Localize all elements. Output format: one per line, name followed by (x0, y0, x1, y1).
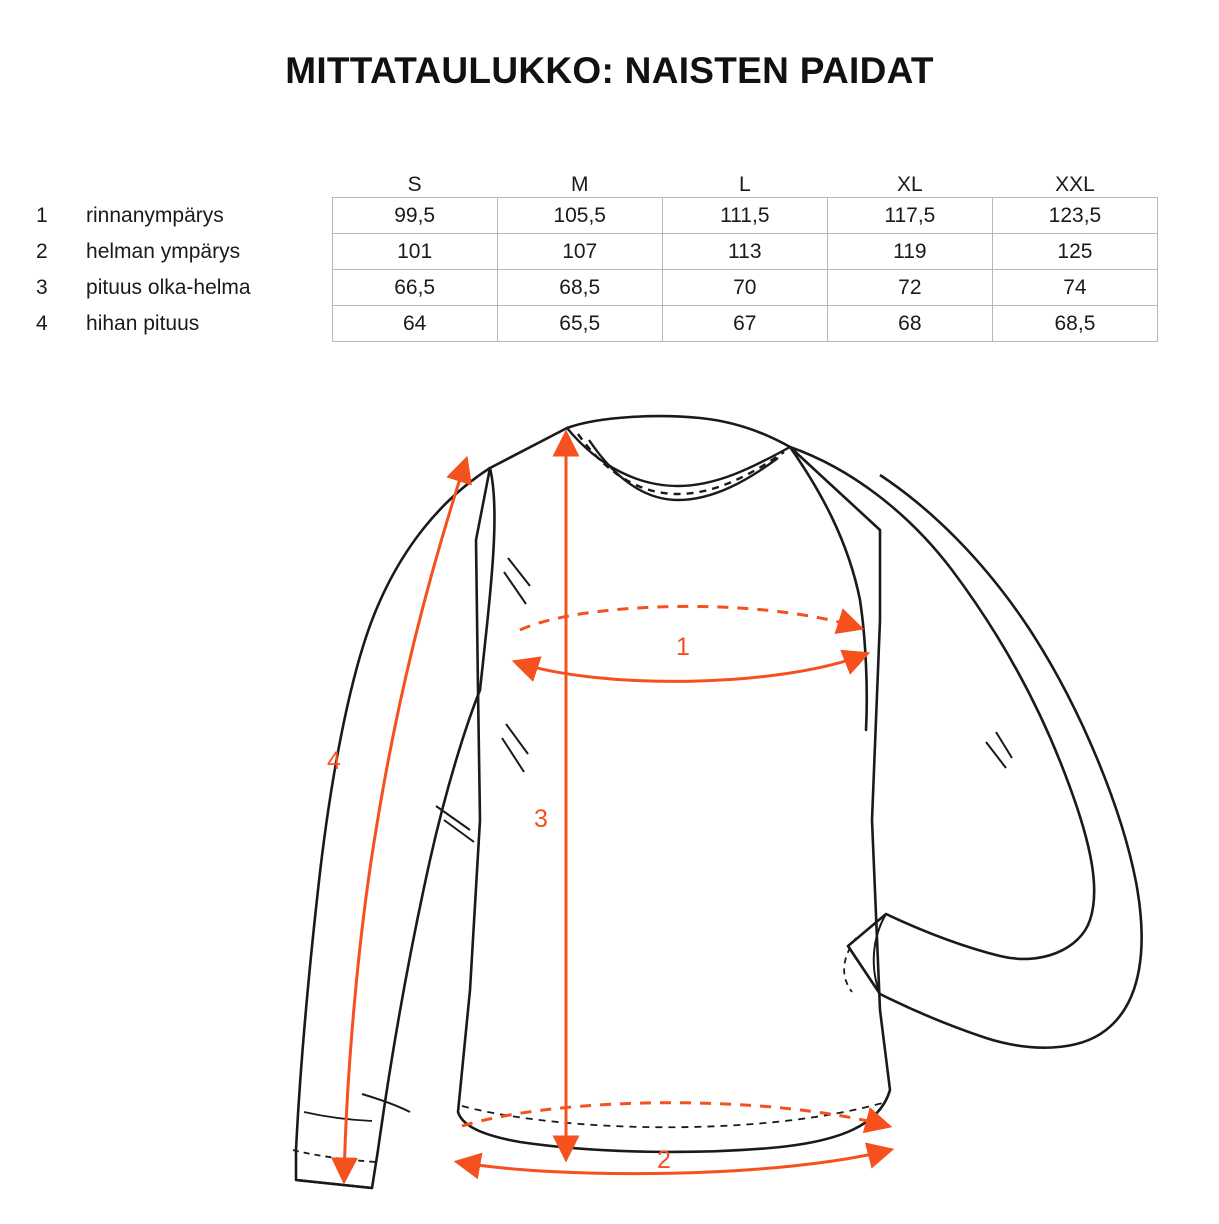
table-row (28, 306, 1158, 342)
cell-s: 66,5 (332, 270, 497, 306)
row-number: 4 (36, 311, 48, 335)
callout-label-3: 3 (534, 805, 548, 833)
cell-xxl: 125 (992, 234, 1157, 270)
cell-l: 113 (662, 234, 827, 270)
table-header (28, 165, 1158, 198)
table-row (28, 234, 1158, 270)
row-label: helman ympärys (86, 239, 241, 263)
right-sleeve (790, 447, 1142, 1048)
garment-diagram (0, 390, 1219, 1219)
cell-m: 107 (497, 234, 662, 270)
page-title: MITTATAULUKKO: NAISTEN PAIDAT (285, 50, 934, 91)
cell-xl: 72 (827, 270, 992, 306)
cell-s: 101 (332, 234, 497, 270)
hem-stitching (462, 1102, 886, 1127)
column-header-xl: XL (897, 173, 923, 196)
callout-label-4: 4 (327, 747, 341, 775)
table-row (28, 198, 1158, 234)
header-blank-num (28, 165, 80, 198)
row-label: hihan pituus (86, 311, 200, 335)
column-header-xxl: XXL (1055, 173, 1095, 196)
header-blank-name (80, 165, 332, 198)
measurements-table-wrap (28, 165, 1188, 342)
column-header-l: L (738, 173, 751, 196)
row-label: rinnanympärys (86, 203, 224, 227)
column-header-m: M (570, 173, 589, 196)
cell-s: 64 (332, 306, 497, 342)
cell-xxl: 74 (992, 270, 1157, 306)
measurements-table (28, 165, 1158, 342)
row-number: 2 (36, 239, 48, 263)
cell-m: 65,5 (497, 306, 662, 342)
callout-label-2: 2 (657, 1146, 671, 1174)
cell-xl: 68 (827, 306, 992, 342)
cell-s: 99,5 (332, 198, 497, 234)
cell-m: 68,5 (497, 270, 662, 306)
cell-l: 67 (662, 306, 827, 342)
cell-l: 70 (662, 270, 827, 306)
measure-chest-line (516, 606, 866, 681)
row-number: 1 (36, 203, 48, 227)
cell-xl: 119 (827, 234, 992, 270)
table-row (28, 270, 1158, 306)
shirt-technical-drawing (0, 390, 1219, 1219)
column-header-s: S (407, 173, 422, 196)
cell-xxl: 123,5 (992, 198, 1157, 234)
cell-xl: 117,5 (827, 198, 992, 234)
shirt-outline (458, 416, 890, 1152)
cell-m: 105,5 (497, 198, 662, 234)
measure-sleeve-line (344, 460, 466, 1180)
cell-l: 111,5 (662, 198, 827, 234)
collar (567, 428, 790, 500)
callout-label-1: 1 (676, 633, 690, 661)
row-label: pituus olka-helma (86, 275, 251, 299)
row-number: 3 (36, 275, 48, 299)
cell-xxl: 68,5 (992, 306, 1157, 342)
